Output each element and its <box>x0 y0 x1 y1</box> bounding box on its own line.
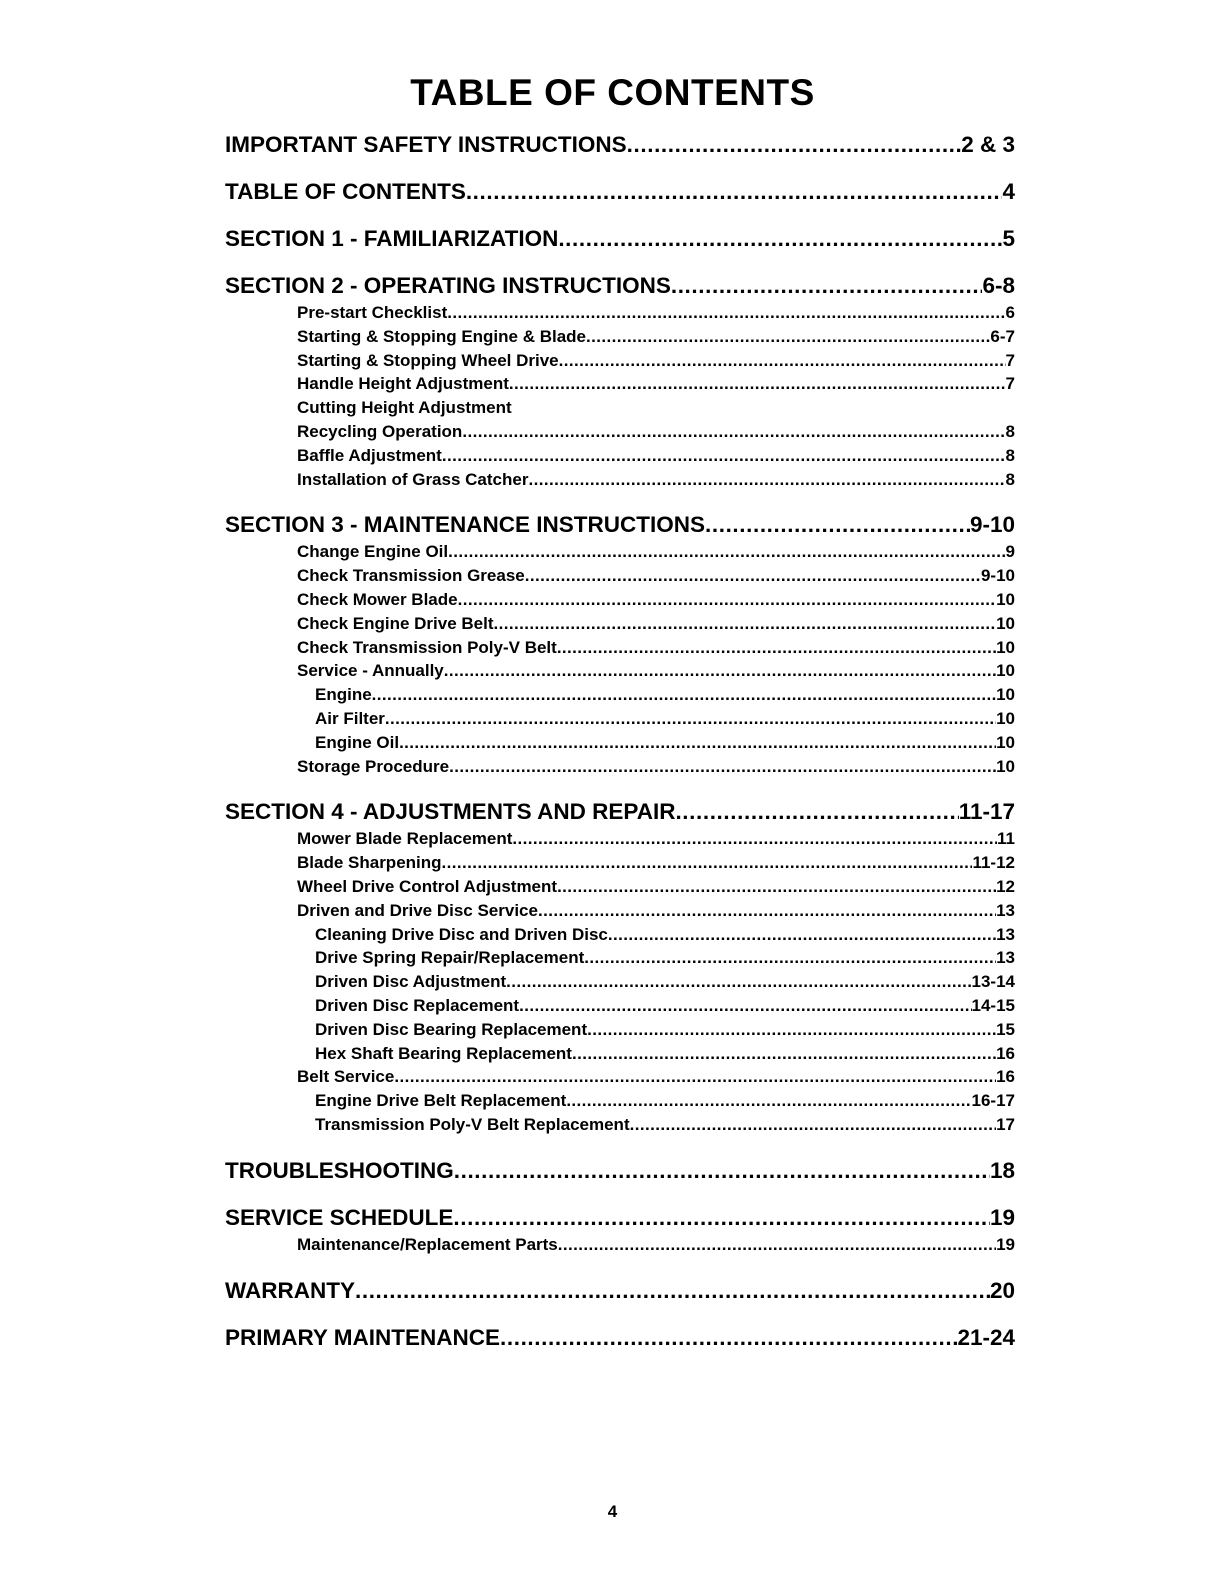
toc-subentry <box>225 994 1015 1018</box>
toc-entry-page: 16 <box>996 1067 1015 1087</box>
toc-section-entry <box>225 799 1015 825</box>
toc-entry-label: SECTION 2 - OPERATING INSTRUCTIONS <box>225 273 671 298</box>
toc-subentry <box>225 325 1015 349</box>
toc-dot-leader <box>587 1018 996 1042</box>
toc-dot-leader <box>448 540 1005 564</box>
toc-subentry <box>225 1065 1015 1089</box>
toc-section-entry <box>225 512 1015 538</box>
toc-section-entry <box>225 1325 1015 1351</box>
page-number: 4 <box>607 1502 618 1521</box>
toc-entry-page: 10 <box>996 661 1015 681</box>
toc-entry-page: 10 <box>996 708 1015 728</box>
toc-entry-page: 19 <box>996 1234 1015 1254</box>
page-title: TABLE OF CONTENTS <box>410 72 815 113</box>
toc-entry-label: Engine Oil <box>315 732 400 752</box>
toc-dot-leader <box>528 468 1005 492</box>
toc-dot-leader <box>385 707 996 731</box>
toc-subentry <box>225 731 1015 755</box>
toc-entry-label: Transmission Poly-V Belt Replacement <box>315 1114 630 1134</box>
toc-entry-page: 19 <box>989 1204 1015 1230</box>
toc-entry-page: 10 <box>996 732 1015 752</box>
toc-entry-page: 16-17 <box>971 1091 1015 1111</box>
toc-dot-leader <box>525 564 981 588</box>
toc-subentry <box>225 396 1015 420</box>
toc-entry-label: Handle Height Adjustment <box>297 374 509 394</box>
toc-dot-leader <box>453 1205 990 1231</box>
toc-entry-label: Check Transmission Poly-V Belt <box>297 637 557 657</box>
toc-section-entry <box>225 1278 1015 1304</box>
toc-entry-label: Driven Disc Adjustment <box>315 972 507 992</box>
toc-dot-leader <box>500 1325 957 1351</box>
toc-dot-leader <box>630 1113 996 1137</box>
toc-dot-leader <box>494 612 997 636</box>
toc-subentry <box>225 899 1015 923</box>
toc-entry-label: Cutting Height Adjustment <box>297 398 512 418</box>
toc-entry-label: Maintenance/Replacement Parts <box>297 1234 558 1254</box>
toc-dot-leader <box>458 588 996 612</box>
toc-entry-label: Installation of Grass Catcher <box>297 469 529 489</box>
toc-section-entry <box>225 179 1015 205</box>
toc-dot-leader <box>399 731 996 755</box>
toc-entry-label: WARRANTY <box>225 1277 355 1303</box>
toc-dot-leader <box>444 659 996 683</box>
toc-entry-page: 21-24 <box>957 1324 1015 1350</box>
toc-dot-leader <box>586 325 990 349</box>
toc-dot-leader <box>705 512 970 538</box>
toc-entry-label: Belt Service <box>297 1067 395 1087</box>
toc-entry-label: Driven Disc Replacement <box>315 995 520 1015</box>
toc-subentry <box>225 588 1015 612</box>
toc-dot-leader <box>442 851 973 875</box>
toc-entry-page: 17 <box>996 1114 1015 1134</box>
toc-entry-page: 6-7 <box>990 326 1015 346</box>
toc-entry-page: 7 <box>1005 374 1015 394</box>
toc-entry-page: 9-10 <box>980 566 1015 586</box>
toc-subentry <box>225 875 1015 899</box>
toc-subentry <box>225 636 1015 660</box>
toc-dot-leader <box>462 420 1005 444</box>
toc-subentry <box>225 468 1015 492</box>
toc-entry-page: 10 <box>996 685 1015 705</box>
toc-entry-page: 8 <box>1005 445 1015 465</box>
toc-entry-label: PRIMARY MAINTENANCE <box>225 1324 501 1350</box>
toc-dot-leader <box>627 132 962 158</box>
toc-section-entry <box>225 1158 1015 1184</box>
toc-entry-label: IMPORTANT SAFETY INSTRUCTIONS <box>225 132 627 157</box>
toc-entry-label: Driven Disc Bearing Replacement <box>315 1019 588 1039</box>
toc-section-entry <box>225 226 1015 252</box>
toc-section-entry <box>225 1205 1015 1231</box>
toc-entry-page: 11 <box>997 829 1015 849</box>
toc-subentry <box>225 1113 1015 1137</box>
toc-dot-leader <box>512 827 997 851</box>
toc-entry-label: Engine <box>315 685 372 705</box>
toc-entry-label: TABLE OF CONTENTS <box>225 179 466 204</box>
toc-entry-page: 2 & 3 <box>961 132 1015 157</box>
toc-entry-label: TROUBLESHOOTING <box>225 1157 454 1183</box>
toc-subentry <box>225 1042 1015 1066</box>
toc-dot-leader <box>449 755 996 779</box>
toc-entry-label: Starting & Stopping Engine & Blade <box>297 326 586 346</box>
toc-entry-page: 13 <box>996 948 1015 968</box>
toc-entry-label: Starting & Stopping Wheel Drive <box>297 350 559 370</box>
toc-subentry <box>225 946 1015 970</box>
toc-subentry <box>225 755 1015 779</box>
toc-entry-label: Drive Spring Repair/Replacement <box>315 948 585 968</box>
toc-entry-page: 14-15 <box>971 995 1015 1015</box>
toc-dot-leader <box>466 179 1003 205</box>
toc-entry-page: 10 <box>996 637 1015 657</box>
toc-entry-page: 13-14 <box>971 972 1015 992</box>
toc-subentry <box>225 707 1015 731</box>
toc-entry-page: 15 <box>996 1019 1015 1039</box>
toc-entry-label: Recycling Operation <box>297 421 463 441</box>
toc-entry-page: 12 <box>996 876 1015 896</box>
toc-subentry <box>225 444 1015 468</box>
toc-entry-page: 8 <box>1005 421 1015 441</box>
toc-subentry <box>225 923 1015 947</box>
toc-dot-leader <box>584 946 996 970</box>
toc-dot-leader <box>557 636 996 660</box>
toc-entry-page: 18 <box>989 1157 1015 1183</box>
toc-entry-label: SECTION 4 - ADJUSTMENTS AND REPAIR <box>225 799 676 825</box>
toc-entry-label: Blade Sharpening <box>297 853 442 873</box>
toc-section-entry <box>225 132 1015 158</box>
toc-entry-label: Driven and Drive Disc Service <box>297 900 538 920</box>
toc-dot-leader <box>608 923 996 947</box>
toc-entry-page: 11-12 <box>972 853 1015 873</box>
toc-entry-page: 9 <box>1005 542 1015 562</box>
toc-entry-page: 10 <box>996 589 1015 609</box>
toc-dot-leader <box>394 1065 996 1089</box>
toc-entry-label: SERVICE SCHEDULE <box>225 1204 454 1230</box>
toc-subentry <box>225 564 1015 588</box>
toc-entry-label: Engine Drive Belt Replacement <box>315 1091 567 1111</box>
toc-entry-page: 4 <box>1002 179 1015 204</box>
toc-dot-leader <box>447 301 1005 325</box>
toc-dot-leader <box>559 349 1006 373</box>
toc-entry-label: Check Transmission Grease <box>297 566 525 586</box>
toc-subentry <box>225 683 1015 707</box>
toc-entry-label: Hex Shaft Bearing Replacement <box>315 1043 572 1063</box>
toc-dot-leader <box>519 994 971 1018</box>
toc-entry-label: Check Engine Drive Belt <box>297 613 494 633</box>
toc-entry-label: Mower Blade Replacement <box>297 829 513 849</box>
toc-entry-page: 10 <box>996 613 1015 633</box>
toc-entry-page: 16 <box>996 1043 1015 1063</box>
toc-entry-label: Check Mower Blade <box>297 589 458 609</box>
toc-subentry <box>225 372 1015 396</box>
toc-entry-label: Storage Procedure <box>297 756 450 776</box>
toc-subentry <box>225 540 1015 564</box>
toc-entry-page: 20 <box>989 1277 1015 1303</box>
toc-entry-page: 8 <box>1005 469 1015 489</box>
toc-entry-label: Pre-start Checklist <box>297 303 448 322</box>
toc-subentry <box>225 420 1015 444</box>
toc-dot-leader <box>509 372 1006 396</box>
toc-subentry <box>225 612 1015 636</box>
toc-dot-leader <box>566 1089 971 1113</box>
toc-dot-leader <box>558 1233 996 1257</box>
toc-subentry <box>225 349 1015 373</box>
toc-entry-page: 9-10 <box>969 512 1015 538</box>
toc-entry-label: Air Filter <box>315 708 385 728</box>
toc-dot-leader <box>558 226 1002 252</box>
toc-dot-leader <box>557 875 996 899</box>
toc-entry-label: Cleaning Drive Disc and Driven Disc <box>315 924 608 944</box>
toc-entry-page: 5 <box>1002 226 1015 251</box>
toc-entry-page: 6 <box>1005 303 1015 322</box>
toc-dot-leader <box>442 444 1006 468</box>
toc-dot-leader <box>538 899 996 923</box>
toc-section-entry <box>225 273 1015 299</box>
toc-entry-page: 13 <box>996 924 1015 944</box>
toc-subentry <box>225 301 1015 325</box>
toc-dot-leader <box>675 799 958 825</box>
toc-dot-leader <box>671 273 983 299</box>
toc-subentry <box>225 1018 1015 1042</box>
toc-entry-page: 7 <box>1005 350 1015 370</box>
toc-subentry <box>225 970 1015 994</box>
toc-entry-page: 11-17 <box>958 799 1015 825</box>
toc-dot-leader <box>372 683 996 707</box>
toc-subentry <box>225 1233 1015 1257</box>
toc-entry-page: 6-8 <box>982 273 1015 298</box>
toc-entry-label: Change Engine Oil <box>297 542 449 562</box>
toc-entry-label: Service - Annually <box>297 661 444 681</box>
toc-entry-page: 10 <box>996 756 1015 776</box>
toc-subentry <box>225 851 1015 875</box>
toc-dot-leader <box>355 1278 990 1304</box>
toc-entry-label: Baffle Adjustment <box>297 445 442 465</box>
table-of-contents <box>225 132 1015 1351</box>
toc-subentry <box>225 659 1015 683</box>
toc-dot-leader <box>454 1158 990 1184</box>
toc-dot-leader <box>506 970 971 994</box>
toc-subentry <box>225 827 1015 851</box>
toc-entry-page: 13 <box>996 900 1015 920</box>
toc-entry-label: SECTION 3 - MAINTENANCE INSTRUCTIONS <box>225 512 706 538</box>
toc-entry-label: SECTION 1 - FAMILIARIZATION <box>225 226 559 251</box>
toc-subentry <box>225 1089 1015 1113</box>
toc-dot-leader <box>572 1042 996 1066</box>
toc-entry-label: Wheel Drive Control Adjustment <box>297 876 558 896</box>
